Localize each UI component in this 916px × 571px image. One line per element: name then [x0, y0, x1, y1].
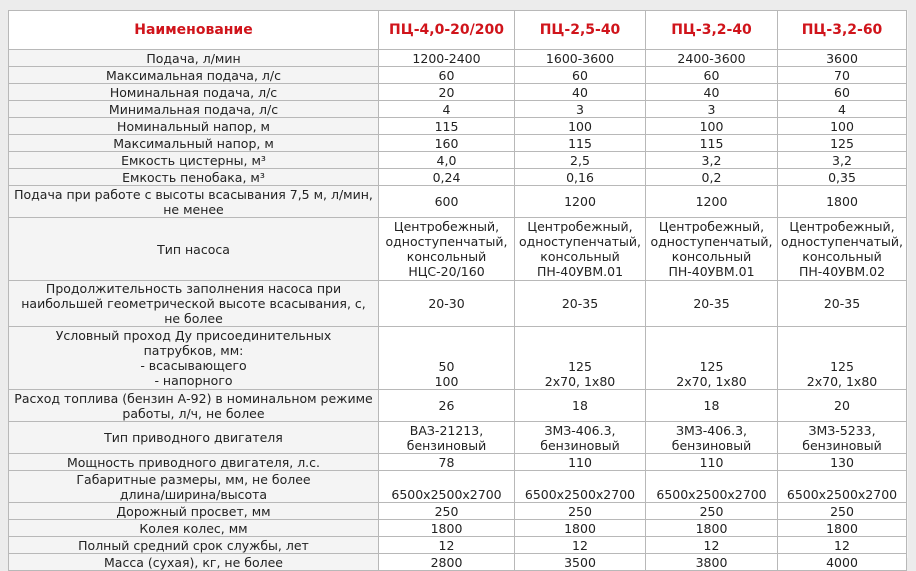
value-cell: 20-35: [778, 281, 907, 327]
table-row: [9, 186, 907, 218]
table-row: [9, 537, 907, 554]
value-cell: 12: [778, 537, 907, 554]
value-cell: 0,24: [379, 169, 515, 186]
value-cell: 130: [778, 454, 907, 471]
param-cell: Полный средний срок службы, лет: [9, 537, 379, 554]
value-cell: 1800: [778, 520, 907, 537]
value-cell: 6500x2500x2700: [646, 471, 778, 503]
value-cell: 1600-3600: [515, 50, 646, 67]
value-cell: ЗМЗ-5233, бензиновый: [778, 422, 907, 454]
value-cell: 125 2x70, 1x80: [646, 327, 778, 390]
header-name: Наименование: [9, 11, 379, 50]
value-cell: 115: [646, 135, 778, 152]
value-cell: Центробежный, одноступенчатый, консольный ПН-40УВМ.01: [515, 218, 646, 281]
value-cell: 60: [646, 67, 778, 84]
value-cell: Центробежный, одноступенчатый, консольный ПН-40УВМ.01: [646, 218, 778, 281]
value-cell: ЗМЗ-406.3, бензиновый: [515, 422, 646, 454]
value-cell: 20: [778, 390, 907, 422]
table-row: [9, 152, 907, 169]
param-cell: Продолжительность заполнения насоса при наибольшей геометрической высоте всасывания, с, не более: [9, 281, 379, 327]
value-cell: 250: [646, 503, 778, 520]
header-model: ПЦ-4,0-20/200: [379, 11, 515, 50]
param-cell: Условный проход Ду присоединительных патрубков, мм: - всасывающего - напорного: [9, 327, 379, 390]
value-cell: 20-35: [515, 281, 646, 327]
value-cell: 2400-3600: [646, 50, 778, 67]
value-cell: 2800: [379, 554, 515, 571]
table-row: [9, 281, 907, 327]
param-cell: Масса (сухая), кг, не более: [9, 554, 379, 571]
value-cell: 3800: [646, 554, 778, 571]
value-cell: 3,2: [778, 152, 907, 169]
value-cell: 110: [515, 454, 646, 471]
value-cell: 250: [778, 503, 907, 520]
value-cell: 6500x2500x2700: [778, 471, 907, 503]
value-cell: 18: [646, 390, 778, 422]
param-cell: Подача при работе с высоты всасывания 7,5 м, л/мин, не менее: [9, 186, 379, 218]
value-cell: Центробежный, одноступенчатый, консольный ПН-40УВМ.02: [778, 218, 907, 281]
value-cell: 1800: [646, 520, 778, 537]
value-cell: ВАЗ-21213, бензиновый: [379, 422, 515, 454]
value-cell: 600: [379, 186, 515, 218]
value-cell: 3: [515, 101, 646, 118]
value-cell: 12: [515, 537, 646, 554]
value-cell: 78: [379, 454, 515, 471]
value-cell: 26: [379, 390, 515, 422]
value-cell: 1200: [515, 186, 646, 218]
value-cell: 60: [778, 84, 907, 101]
table-row: [9, 454, 907, 471]
value-cell: 20-30: [379, 281, 515, 327]
table-row: [9, 84, 907, 101]
header-model: ПЦ-3,2-40: [646, 11, 778, 50]
value-cell: 6500x2500x2700: [515, 471, 646, 503]
value-cell: 100: [778, 118, 907, 135]
value-cell: 12: [646, 537, 778, 554]
value-cell: 100: [646, 118, 778, 135]
value-cell: 18: [515, 390, 646, 422]
value-cell: 2,5: [515, 152, 646, 169]
param-cell: Тип приводного двигателя: [9, 422, 379, 454]
header-row: [9, 11, 907, 50]
value-cell: 60: [379, 67, 515, 84]
table-row: [9, 390, 907, 422]
spec-table-frame: [8, 10, 908, 570]
table-row: [9, 118, 907, 135]
param-cell: Номинальный напор, м: [9, 118, 379, 135]
value-cell: 250: [515, 503, 646, 520]
value-cell: Центробежный, одноступенчатый, консольный НЦС-20/160: [379, 218, 515, 281]
table-row: [9, 218, 907, 281]
value-cell: 250: [379, 503, 515, 520]
param-cell: Расход топлива (бензин А-92) в номинальном режиме работы, л/ч, не более: [9, 390, 379, 422]
table-row: [9, 101, 907, 118]
param-cell: Тип насоса: [9, 218, 379, 281]
value-cell: 0,2: [646, 169, 778, 186]
value-cell: 3: [646, 101, 778, 118]
value-cell: 70: [778, 67, 907, 84]
value-cell: 100: [515, 118, 646, 135]
value-cell: 40: [646, 84, 778, 101]
param-cell: Колея колес, мм: [9, 520, 379, 537]
value-cell: 3500: [515, 554, 646, 571]
value-cell: 125 2x70, 1x80: [778, 327, 907, 390]
param-cell: Дорожный просвет, мм: [9, 503, 379, 520]
value-cell: 125 2x70, 1x80: [515, 327, 646, 390]
value-cell: 3,2: [646, 152, 778, 169]
param-cell: Максимальная подача, л/с: [9, 67, 379, 84]
value-cell: 0,16: [515, 169, 646, 186]
value-cell: 1200: [646, 186, 778, 218]
spec-table: [8, 10, 907, 571]
param-cell: Емкость пенобака, м³: [9, 169, 379, 186]
value-cell: 115: [379, 118, 515, 135]
value-cell: 1800: [778, 186, 907, 218]
table-row: [9, 520, 907, 537]
value-cell: 1200-2400: [379, 50, 515, 67]
value-cell: 110: [646, 454, 778, 471]
table-row: [9, 554, 907, 571]
value-cell: 160: [379, 135, 515, 152]
value-cell: 1800: [515, 520, 646, 537]
value-cell: 4,0: [379, 152, 515, 169]
header-model: ПЦ-2,5-40: [515, 11, 646, 50]
table-row: [9, 503, 907, 520]
value-cell: 20-35: [646, 281, 778, 327]
param-cell: Минимальная подача, л/с: [9, 101, 379, 118]
value-cell: 1800: [379, 520, 515, 537]
value-cell: 20: [379, 84, 515, 101]
value-cell: 4000: [778, 554, 907, 571]
header-model: ПЦ-3,2-60: [778, 11, 907, 50]
value-cell: 40: [515, 84, 646, 101]
param-cell: Мощность приводного двигателя, л.с.: [9, 454, 379, 471]
value-cell: 115: [515, 135, 646, 152]
value-cell: 3600: [778, 50, 907, 67]
value-cell: ЗМЗ-406.3, бензиновый: [646, 422, 778, 454]
value-cell: 125: [778, 135, 907, 152]
table-row: [9, 327, 907, 390]
table-row: [9, 67, 907, 84]
table-row: [9, 471, 907, 503]
param-cell: Подача, л/мин: [9, 50, 379, 67]
table-row: [9, 135, 907, 152]
value-cell: 0,35: [778, 169, 907, 186]
value-cell: 4: [778, 101, 907, 118]
value-cell: 4: [379, 101, 515, 118]
value-cell: 12: [379, 537, 515, 554]
value-cell: 6500x2500x2700: [379, 471, 515, 503]
table-row: [9, 50, 907, 67]
value-cell: 50 100: [379, 327, 515, 390]
value-cell: 60: [515, 67, 646, 84]
table-row: [9, 169, 907, 186]
param-cell: Номинальная подача, л/с: [9, 84, 379, 101]
param-cell: Максимальный напор, м: [9, 135, 379, 152]
param-cell: Габаритные размеры, мм, не более длина/ширина/высота: [9, 471, 379, 503]
param-cell: Емкость цистерны, м³: [9, 152, 379, 169]
table-row: [9, 422, 907, 454]
